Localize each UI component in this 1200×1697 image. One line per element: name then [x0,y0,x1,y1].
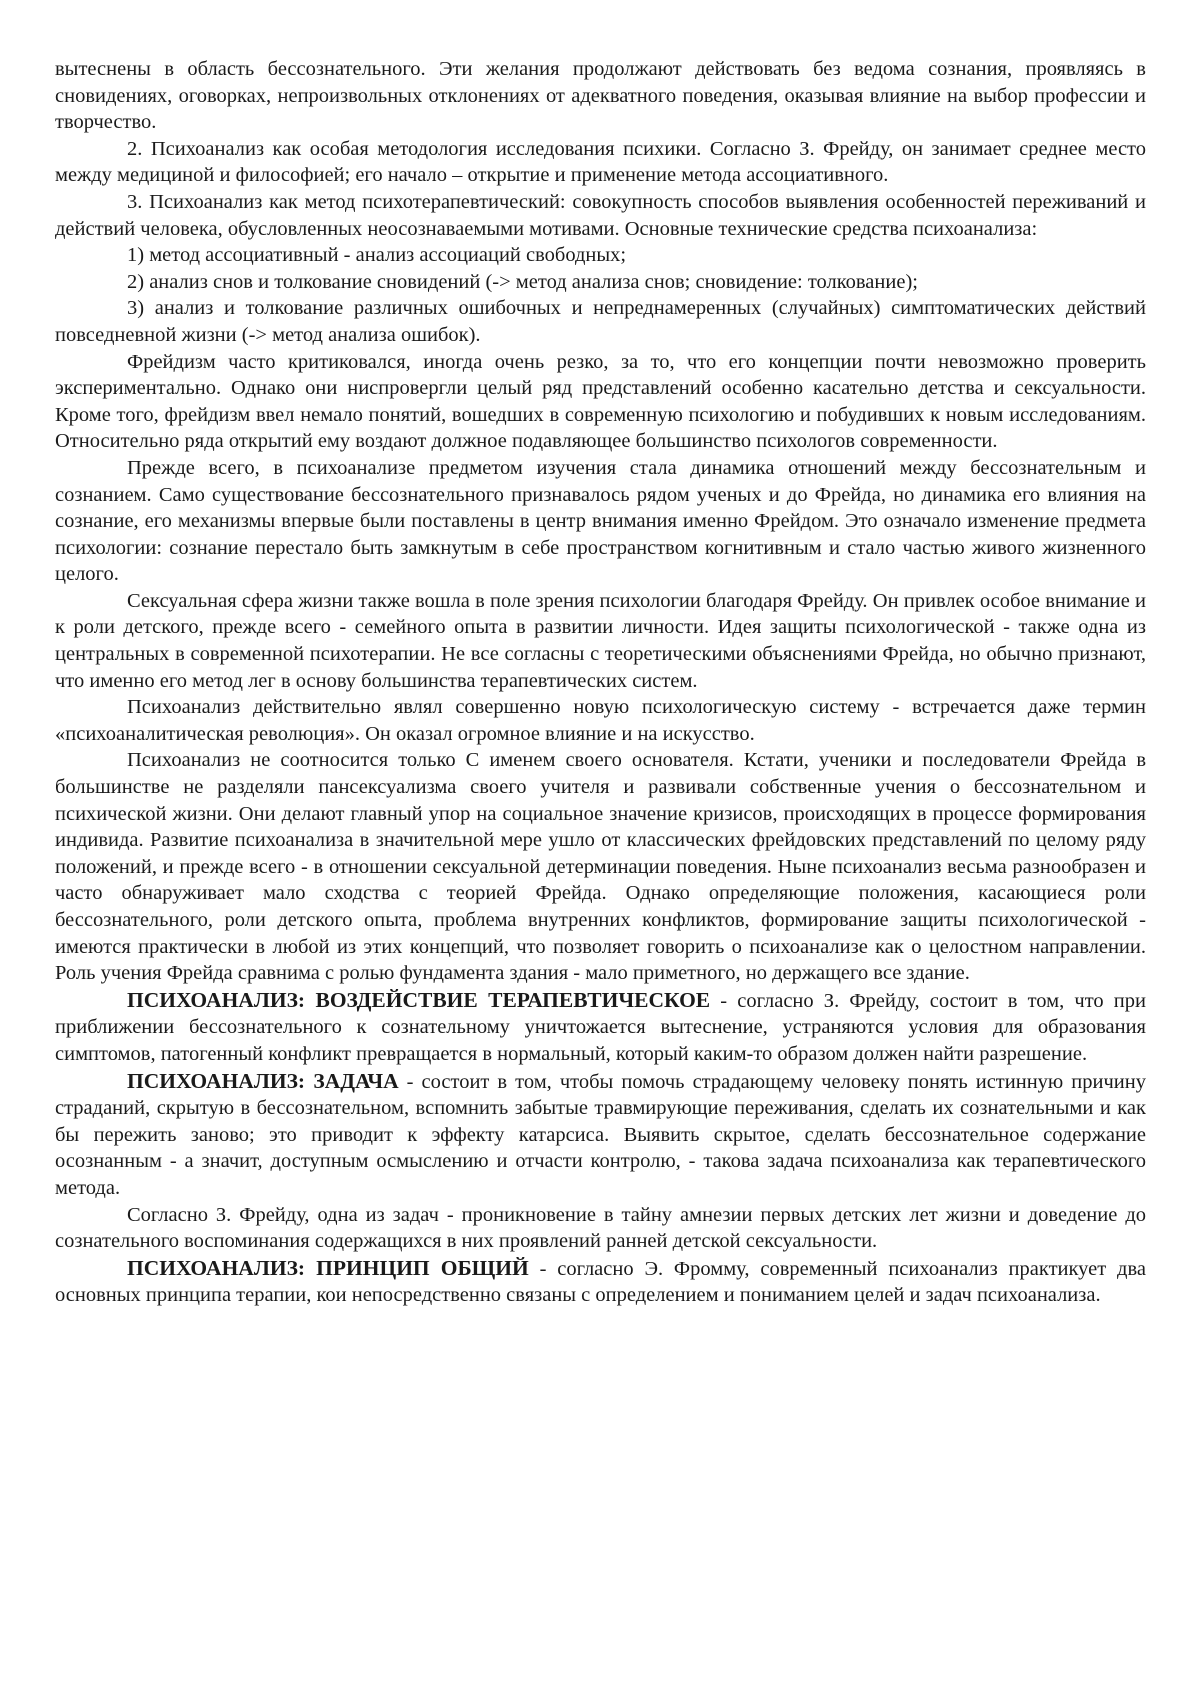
paragraph [55,56,1146,136]
paragraph [55,747,1146,986]
list-item [55,242,1146,269]
paragraph-text: 3. Психоанализ как метод психотерапевтический: совокупность способов выявления особенностей переживаний и действий человека, обусловленных неосознаваемыми мотивами. Основные технические средства психоанализа: [55,191,1146,240]
definition-term: ПСИХОАНАЛИЗ: ВОЗДЕЙСТВИЕ ТЕРАПЕВТИЧЕСКОЕ [127,988,710,1012]
list-item [55,295,1146,348]
paragraph [55,588,1146,694]
paragraph-text: Психоанализ действительно являл совершенно новую психологическую систему - встречается даже термин «психоаналитическая революция». Он оказал огромное влияние и на искусство. [55,696,1146,745]
paragraph-text: Согласно З. Фрейду, одна из задач - проникновение в тайну амнезии первых детских лет жизни и доведение до сознательного воспоминания содержащихся в них проявлений ранней детской сексуальности. [55,1204,1146,1253]
list-item [55,269,1146,296]
definition-term: ПСИХОАНАЛИЗ: ЗАДАЧА [127,1069,399,1093]
list-item-text: 2) анализ снов и толкование сновидений (-> метод анализа снов; сновидение: толкование); [127,271,918,293]
definition-term: ПСИХОАНАЛИЗ: ПРИНЦИП ОБЩИЙ [127,1256,529,1280]
definition-paragraph [55,1068,1146,1202]
paragraph-text: 2. Психоанализ как особая методология исследования психики. Согласно З. Фрейду, он занимает среднее место между медициной и философией; его начало – открытие и применение метода ассоциативного. [55,138,1146,187]
document-page [0,0,1200,1697]
paragraph-text: вытеснены в область бессознательного. Эти желания продолжают действовать без ведома сознания, проявляясь в сновидениях, оговорках, непроизвольных отклонениях от адекватного поведения, оказывая влияние на выбор профессии и творчество. [55,58,1146,133]
paragraph-text: Фрейдизм часто критиковался, иногда очень резко, за то, что его концепции почти невозможно проверить экспериментально. Однако они ниспровергли целый ряд представлений особенно касательно детства и сексуальности. Кроме того, фрейдизм ввел немало понятий, вошедших в современную психологию и побудивших к новым исследованиям. Относительно ряда открытий ему воздают должное подавляющее большинство психологов современности. [55,351,1146,453]
paragraph [55,1202,1146,1255]
definition-text: - согласно З. Фрейду, состоит в том, что при приближении бессознательного к сознательному уничтожается вытеснение, устраняются условия для образования симптомов, патогенный конфликт превращается в нормальный, который каким-то образом должен найти разрешение. [55,990,1146,1065]
paragraph-text: Психоанализ не соотносится только С именем своего основателя. Кстати, ученики и последователи Фрейда в большинстве не разделяли пансексуализма своего учителя и развивали собственные учения о бессознательном и психической жизни. Они делают главный упор на социальное значение кризисов, происходящих в процессе формирования индивида. Развитие психоанализа в значительной мере ушло от классических фрейдовских представлений по целому ряду положений, и прежде всего - в отношении сексуальной детерминации поведения. Ныне психоанализ весьма разнообразен и часто обнаруживает мало сходства с теорией Фрейда. Однако определяющие положения, касающиеся роли бессознательного, роли детского опыта, проблема внутренних конфликтов, формирование защиты психологической - имеются практически в любой из этих концепций, что позволяет говорить о психоанализе как о целостном направлении. Роль учения Фрейда сравнима с ролью фундамента здания - мало приметного, но держащего все здание. [55,749,1146,984]
paragraph [55,455,1146,588]
paragraph [55,189,1146,242]
list-item-text: 3) анализ и толкование различных ошибочных и непреднамеренных (случайных) симптоматических действий повседневной жизни (-> метод анализа ошибок). [55,297,1146,346]
definition-text: - состоит в том, чтобы помочь страдающему человеку понять истинную причину страданий, скрытую в бессознательном, вспомнить забытые травмирующие переживания, сделать их сознательными и как бы пережить заново; это приводит к эффекту катарсиса. Выявить скрытое, сделать бессознательное содержание осознанным - а значит, доступным осмыслению и отчасти контролю, - такова задача психоанализа как терапевтического метода. [55,1071,1146,1199]
paragraph-text: Сексуальная сфера жизни также вошла в поле зрения психологии благодаря Фрейду. Он привлек особое внимание и к роли детского, прежде всего - семейного опыта в развитии личности. Идея защиты психологической - также одна из центральных в современной психотерапии. Не все согласны с теоретическими объяснениями Фрейда, но обычно признают, что именно его метод лег в основу большинства терапевтических систем. [55,590,1146,692]
paragraph [55,349,1146,455]
definition-paragraph [55,987,1146,1068]
list-item-text: 1) метод ассоциативный - анализ ассоциаций свободных; [127,244,626,266]
paragraph-text: Прежде всего, в психоанализе предметом изучения стала динамика отношений между бессознательным и сознанием. Само существование бессознательного признавалось рядом ученых и до Фрейда, но динамика его влияния на сознание, его механизмы впервые были поставлены в центр внимания именно Фрейдом. Это означало изменение предмета психологии: сознание перестало быть замкнутым в себе пространством когнитивным и стало частью живого жизненного целого. [55,457,1146,585]
paragraph [55,694,1146,747]
paragraph [55,136,1146,189]
definition-paragraph [55,1255,1146,1309]
definition-text: - согласно Э. Фромму, современный психоанализ практикует два основных принципа терапии, кои непосредственно связаны с определением и пониманием целей и задач психоанализа. [55,1258,1146,1307]
